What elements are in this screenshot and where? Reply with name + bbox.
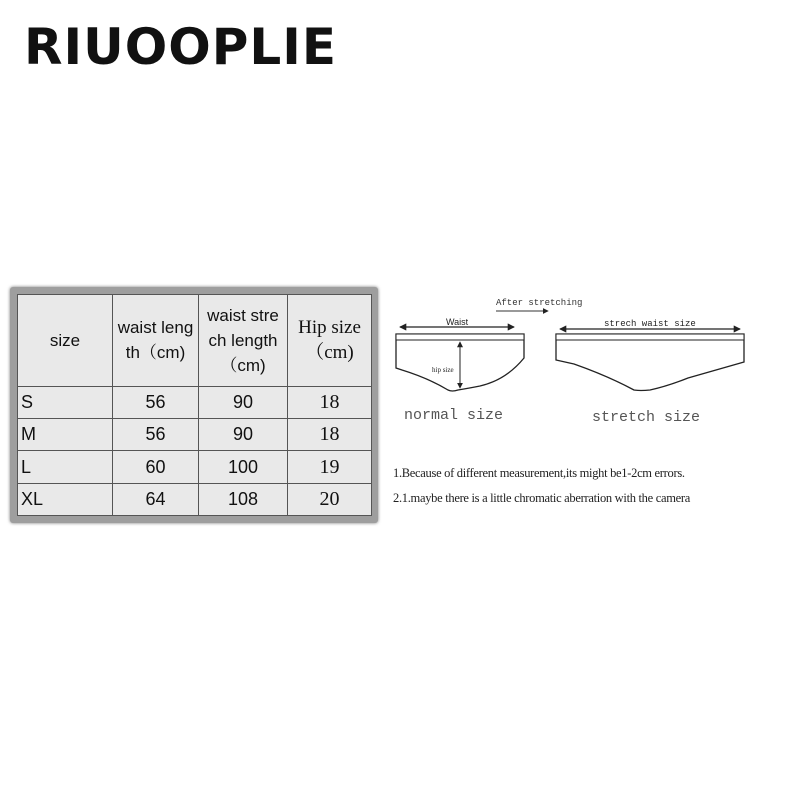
table-row: [18, 451, 372, 483]
table-row: [18, 386, 372, 418]
cell-size: XL: [18, 483, 113, 515]
stretch-waist-label: strech waist size: [604, 319, 696, 329]
table-row: [18, 419, 372, 451]
cell-waist-length: 64: [113, 483, 199, 515]
cell-waist-length: 56: [113, 386, 199, 418]
cell-waist-stretch: 108: [199, 483, 288, 515]
cell-size: M: [18, 419, 113, 451]
header-waist-stretch-length: waist stre ch length（cm): [199, 295, 288, 387]
stretch-size-label: stretch size: [592, 409, 701, 426]
cell-hip-size: 18: [288, 419, 372, 451]
header-hip-size: Hip size（cm): [288, 295, 372, 387]
cell-size: L: [18, 451, 113, 483]
cell-waist-length: 60: [113, 451, 199, 483]
cell-waist-stretch: 100: [199, 451, 288, 483]
waist-label: Waist: [446, 317, 469, 327]
hip-size-label: hip size: [432, 366, 454, 374]
normal-briefs-waistband: [396, 334, 524, 340]
cell-waist-stretch: 90: [199, 419, 288, 451]
cell-hip-size: 20: [288, 483, 372, 515]
stretched-briefs-waistband: [556, 334, 744, 340]
note-measurement-error: 1.Because of different measurement,its might be1-2cm errors.: [393, 466, 685, 480]
table-row: [18, 483, 372, 515]
note-chromatic-aberration: 2.1.maybe there is a little chromatic aberration with the camera: [393, 491, 690, 505]
size-table-frame: [10, 287, 378, 523]
cell-size: S: [18, 386, 113, 418]
size-table: [17, 294, 372, 516]
cell-waist-stretch: 90: [199, 386, 288, 418]
after-stretching-label: After stretching: [496, 298, 583, 308]
stretched-briefs-outline: [556, 334, 744, 391]
header-size: size: [18, 295, 113, 387]
table-header-row: [18, 295, 372, 387]
cell-waist-length: 56: [113, 419, 199, 451]
measurement-diagram: [388, 290, 788, 450]
brand-logo: RIUOOPLIE: [24, 18, 337, 76]
cell-hip-size: 18: [288, 386, 372, 418]
normal-size-label: normal size: [404, 407, 504, 424]
header-waist-length: waist leng th（cm): [113, 295, 199, 387]
cell-hip-size: 19: [288, 451, 372, 483]
